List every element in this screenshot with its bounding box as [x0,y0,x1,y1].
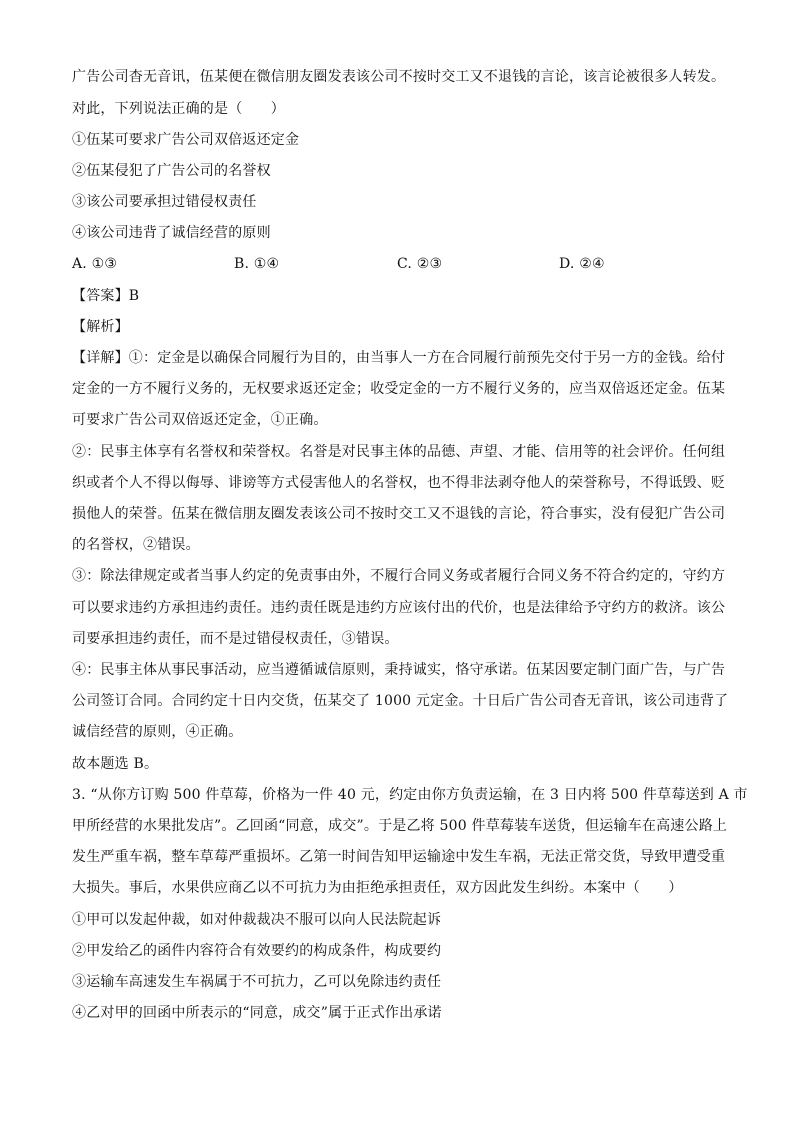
text-line: 广告公司杳无音讯，伍某便在微信朋友圈发表该公司不按时交工又不退钱的言论，该言论被很多人转发。 [72,69,726,85]
text-line: 损他人的荣誉。伍某在微信朋友圈发表该公司不按时交工又不退钱的言论，符合事实，没有侵犯广告公司 [72,506,726,522]
option-b: B. ①④ [234,256,280,272]
text-line: 定金的一方不履行义务的，无权要求返还定金；收受定金的一方不履行义务的，应当双倍返还定金。伍某 [72,381,726,397]
text-line: ④：民事主体从事民事活动，应当遵循诚信原则，秉持诚实，恪守承诺。伍某因要定制门面广告，与广告 [72,662,726,678]
text-line: 公司签订合同。合同约定十日内交货，伍某交了 1000 元定金。十日后广告公司杳无音讯，该公司违背了 [72,693,729,709]
answer-line: 【答案】B [72,288,140,304]
option-c: C. ②③ [397,256,443,272]
text-line: ③该公司要承担过错侵权责任 [72,194,257,210]
text-line: ④乙对甲的回函中所表示的“同意，成交”属于正式作出承诺 [72,1005,442,1021]
text-line: ③：除法律规定或者当事人约定的免责事由外，不履行合同义务或者履行合同义务不符合约定的，守约方 [72,568,726,584]
question-2-options [72,254,732,274]
text-line: 发生严重车祸，整车草莓严重损坏。乙第一时间告知甲运输途中发生车祸，无法正常交货，导致甲遭受重 [72,849,726,865]
text-line: ③运输车高速发生车祸属于不可抗力，乙可以免除违约责任 [72,974,442,990]
text-line: 可要求广告公司双倍返还定金，①正确。 [72,412,328,428]
text-line: ①甲可以发起仲裁，如对仲裁裁决不服可以向人民法院起诉 [72,912,442,928]
text-line: 织或者个人不得以侮辱、诽谤等方式侵害他人的名誉权，也不得非法剥夺他人的荣誉称号，不得诋毁、贬 [72,475,726,491]
text-line: 诚信经营的原则，④正确。 [72,724,243,740]
text-line: ①伍某可要求广告公司双倍返还定金 [72,132,300,148]
option-d: D. ②④ [559,256,605,272]
text-line: 可以要求违约方承担违约责任。违约责任既是违约方应该付出的代价，也是法律给予守约方的救济。该公 [72,600,726,616]
text-line: 3. “从你方订购 500 件草莓，价格为一件 40 元，约定由你方负责运输，在 3 日内将 500 件草莓送到 A 市 [72,787,748,803]
text-line: 大损失。事后，水果供应商乙以不可抗力为由拒绝承担责任，双方因此发生纠纷。本案中（ ） [72,880,683,896]
option-a: A. ①③ [72,256,118,272]
analysis-title: 【解析】 [72,319,129,335]
text-line: 的名誉权，②错误。 [72,537,200,553]
text-line: ④该公司违背了诚信经营的原则 [72,225,271,241]
text-line: 对此，下列说法正确的是（ ） [72,101,285,117]
text-line: ②甲发给乙的函件内容符合有效要约的构成条件，构成要约 [72,943,442,959]
text-line: ②伍某侵犯了广告公司的名誉权 [72,163,271,179]
text-line: 故本题选 B。 [72,756,159,772]
text-line: 司要承担违约责任，而不是过错侵权责任，③错误。 [72,631,399,647]
text-line: 甲所经营的水果批发店”。乙回函“同意，成交”。于是乙将 500 件草莓装车送货，但运输车在高速公路上 [72,818,728,834]
text-line: 【详解】①：定金是以确保合同履行为目的，由当事人一方在合同履行前预先交付于另一方的金钱。给付 [72,350,726,366]
text-line: ②：民事主体享有名誉权和荣誉权。名誉是对民事主体的品德、声望、才能、信用等的社会评价。任何组 [72,444,726,460]
